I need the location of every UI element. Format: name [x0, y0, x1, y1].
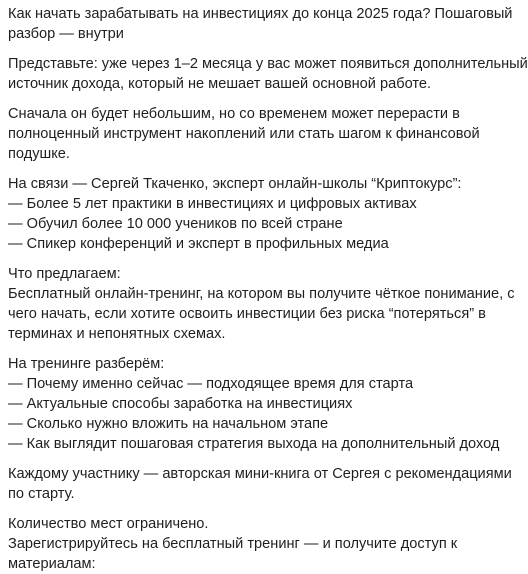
text-line: материалам:	[8, 556, 96, 572]
post-paragraph-bonus	[8, 464, 520, 504]
text-line: Каждому участнику — авторская мини-книга от Сергея с рекомендациями	[8, 466, 512, 482]
text-line: Зарегистрируйтесь на бесплатный тренинг — и получите доступ к	[8, 536, 458, 552]
text-line: полноценный инструмент накоплений или стать шагом к финансовой	[8, 126, 480, 142]
text-line: по старту.	[8, 486, 75, 502]
text-line: Что предлагаем:	[8, 266, 121, 282]
post-paragraph-offer	[8, 264, 520, 344]
text-line: На связи — Сергей Ткаченко, эксперт онлайн-школы “Криптокурс”:	[8, 176, 462, 192]
text-line: чего начать, если хотите освоить инвестиции без риска “потеряться” в	[8, 306, 486, 322]
bullet-item: — Более 5 лет практики в инвестициях и цифровых активах	[8, 196, 417, 212]
text-line: терминах и непонятных схемах.	[8, 326, 226, 342]
text-line: Как начать зарабатывать на инвестициях до конца 2025 года? Пошаговый	[8, 6, 513, 22]
post-paragraph-intro	[8, 54, 528, 94]
text-line: разбор — внутри	[8, 26, 124, 42]
post-paragraph-growth	[8, 104, 520, 164]
text-line: Количество мест ограничено.	[8, 516, 209, 532]
bullet-item: — Почему именно сейчас — подходящее время для старта	[8, 376, 414, 392]
text-line: Сначала он будет небольшим, но со временем может перерасти в	[8, 106, 460, 122]
bullet-item: — Как выглядит пошаговая стратегия выхода на дополнительный доход	[8, 436, 500, 452]
text-line: На тренинге разберём:	[8, 356, 165, 372]
bullet-item: — Спикер конференций и эксперт в профильных медиа	[8, 236, 389, 252]
bullet-item: — Сколько нужно вложить на начальном этапе	[8, 416, 329, 432]
text-line: подушке.	[8, 146, 70, 162]
text-line: Бесплатный онлайн-тренинг, на котором вы получите чёткое понимание, с	[8, 286, 515, 302]
bullet-item: — Обучил более 10 000 учеников по всей стране	[8, 216, 343, 232]
post-paragraph-author	[8, 174, 520, 254]
bullet-item: — Актуальные способы заработка на инвестициях	[8, 396, 353, 412]
post-paragraph-agenda	[8, 354, 520, 454]
post-headline	[8, 4, 520, 44]
text-line: источник дохода, который не мешает вашей основной работе.	[8, 76, 432, 92]
post-paragraph-cta	[8, 514, 520, 574]
text-line: Представьте: уже через 1–2 месяца у вас может появиться дополнительный	[8, 56, 528, 72]
